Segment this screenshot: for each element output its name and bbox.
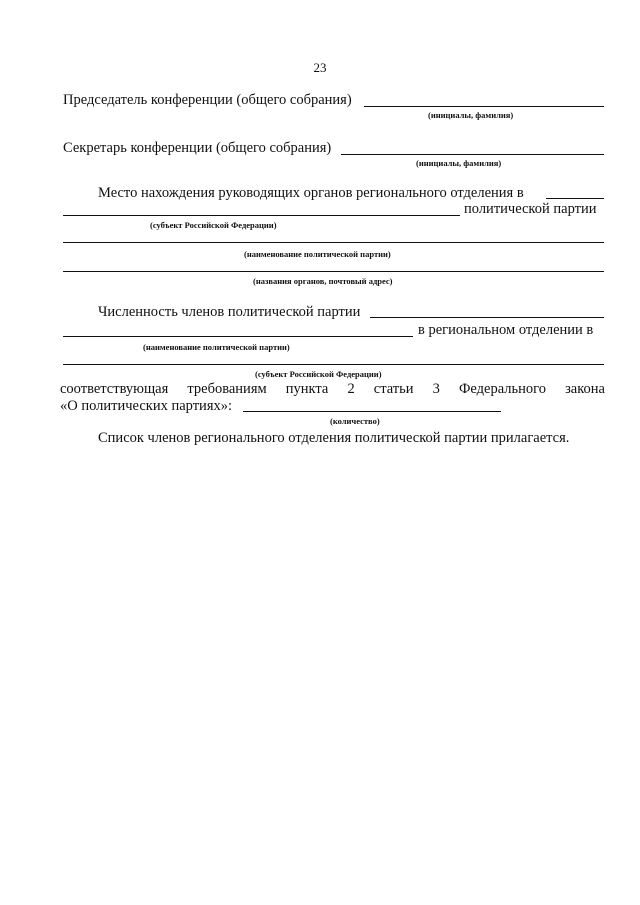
party-name-line-1[interactable] xyxy=(63,242,604,243)
law-name: «О политических партиях»: xyxy=(60,398,233,414)
quantity-line[interactable] xyxy=(243,411,501,412)
location-region-line[interactable] xyxy=(546,198,604,199)
caption-party-name-1: (наименование политической партии) xyxy=(244,249,391,259)
law-word: пункта xyxy=(285,381,329,397)
law-word: 3 xyxy=(432,381,440,397)
location-party-suffix: политической партии xyxy=(464,201,597,217)
page-number: 23 xyxy=(313,60,327,75)
attachment-note: Список членов регионального отделения политической партии прилагается. xyxy=(98,430,570,446)
law-word: закона xyxy=(565,381,605,397)
location-subject-line[interactable] xyxy=(63,215,460,216)
caption-organs-address: (названия органов, почтовый адрес) xyxy=(253,276,393,286)
chairman-signature-line[interactable] xyxy=(364,106,604,107)
membership-label: Численность членов политической партии xyxy=(98,304,361,320)
caption-quantity: (количество) xyxy=(330,416,380,426)
membership-regional-suffix: в региональном отделении в xyxy=(418,322,594,338)
law-word: соответствующая xyxy=(60,381,169,397)
location-label: Место нахождения руководящих органов регионального отделения в xyxy=(98,185,524,201)
secretary-signature-line[interactable] xyxy=(341,154,604,155)
caption-party-name-2: (наименование политической партии) xyxy=(143,342,290,352)
law-word: Федерального xyxy=(458,381,546,397)
caption-subject-2: (субъект Российской Федерации) xyxy=(255,369,382,379)
organs-address-line[interactable] xyxy=(63,271,604,272)
secretary-caption: (инициалы, фамилия) xyxy=(416,158,502,168)
membership-party-name-line[interactable] xyxy=(63,336,413,337)
membership-party-line[interactable] xyxy=(370,317,604,318)
law-word: требованиям xyxy=(187,381,267,397)
law-word: статьи xyxy=(373,381,414,397)
law-word: 2 xyxy=(347,381,355,397)
membership-subject-line[interactable] xyxy=(63,364,604,365)
caption-subject-1: (субъект Российской Федерации) xyxy=(150,220,277,230)
chairman-caption: (инициалы, фамилия) xyxy=(428,110,514,120)
secretary-label: Секретарь конференции (общего собрания) xyxy=(63,140,332,156)
law-reference-row xyxy=(60,381,605,397)
chairman-label: Председатель конференции (общего собрания) xyxy=(63,92,352,108)
